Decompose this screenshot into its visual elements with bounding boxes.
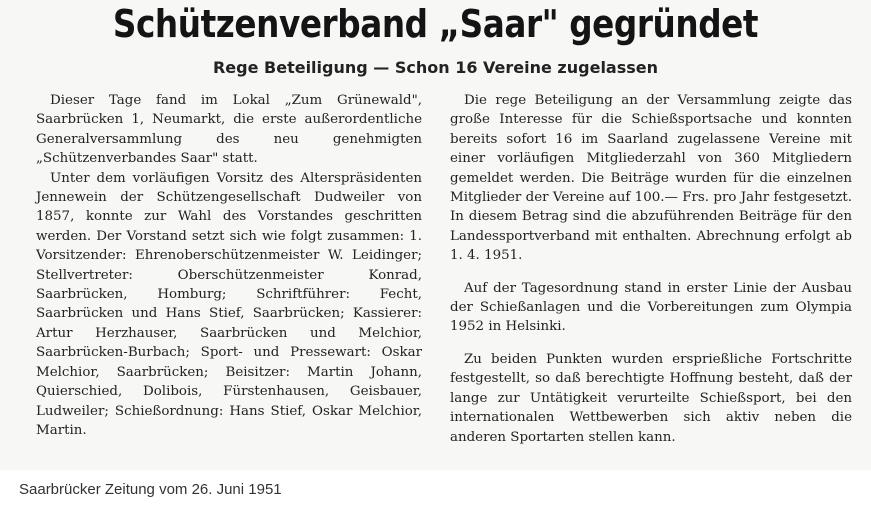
paragraph: Zu beiden Punkten wurden ersprießliche Fortschritte festgestellt, so daß berechtigte Hoffnung besteht, daß der lange zur Untätigkeit verurteilte Schießsport, bei den internationalen Wettbewerben sich aktiv neben die anderen Sportarten stellen kann. xyxy=(450,351,852,445)
article-headline: Schützenverband „Saar" gegründet xyxy=(112,2,759,46)
paragraph: Auf der Tagesordnung stand in erster Linie der Ausbau der Schießanlagen und die Vorbereitungen zum Olympia 1952 in Helsinki. xyxy=(450,280,852,335)
source-caption: Saarbrücker Zeitung vom 26. Juni 1951 xyxy=(19,481,282,498)
article-column-left xyxy=(36,91,422,440)
article-subheadline: Rege Beteiligung — Schon 16 Vereine zugelassen xyxy=(212,58,659,77)
article-column-right xyxy=(450,91,852,447)
paragraph: Unter dem vorläufigen Vorsitz des Alterspräsidenten Jennewein der Schützengesellschaft Dudweiler von 1857, konnte zur Wahl des Vorstandes geschritten werden. Der Vorstand setzt sich wie folgt zusammen: 1. Vorsitzender: Ehrenoberschützenmeister W. Leidinger; Stellvertreter: Oberschützenmeister Konrad, Saarbrücken, Homburg; Schriftführer: Fecht, Saarbrücken und Hans Stief, Saarbrücken; Kassierer: Artur Herzhauser, Saarbrücken und Melchior, Saarbrücken-Burbach; Sport- und Pressewart: Oskar Melchior, Saarbrücken; Beisitzer: Martin Johann, Quierschied, Dolibois, Fürstenhausen, Geisbauer, Ludweiler; Schießordnung: Hans Stief, Oskar Melchior, Martin. xyxy=(36,170,422,438)
paragraph: Dieser Tage fand im Lokal „Zum Grünewald", Saarbrücken 1, Neumarkt, die erste außerordentliche Generalversammlung des neu genehmigten „Schützenverbandes Saar" statt. xyxy=(36,93,422,167)
paragraph: Die rege Beteiligung an der Versammlung zeigte das große Interesse für die Schießsportsache und konnten bereits sofort 16 im Saarland zugelassene Vereine mit einer vorläufigen Mitgliederzahl von 360 Mitgliedern gemeldet werden. Die Beiträge wurden für die einzelnen Mitglieder der Vereine auf 100.— Frs. pro Jahr festgesetzt. In diesem Betrag sind die abzuführenden Beiträge für den Landessportverband mit enthalten. Abrechnung erfolgt ab 1. 4. 1951. xyxy=(450,93,852,264)
